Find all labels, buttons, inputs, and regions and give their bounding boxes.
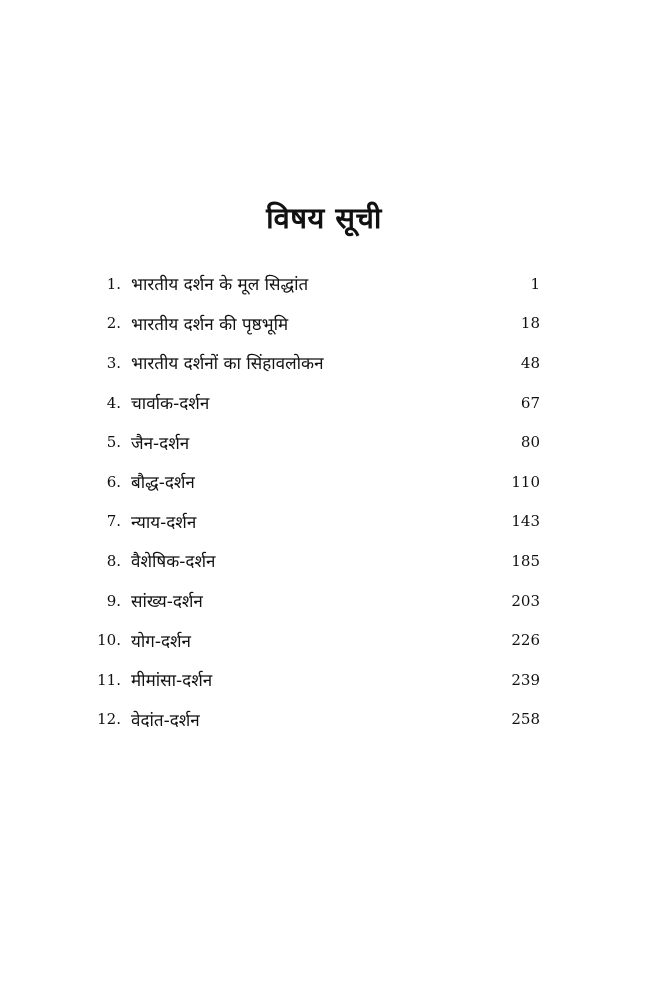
toc-entry-page: 239 [511, 670, 540, 689]
toc-entry-title: वैशेषिक-दर्शन [131, 552, 216, 573]
toc-entry-title: वेदांत-दर्शन [131, 710, 200, 731]
toc-entry-title: बौद्ध-दर्शन [131, 473, 195, 494]
toc-entry-title: चार्वाक-दर्शन [131, 394, 210, 415]
toc-entry-title: जैन-दर्शन [131, 433, 190, 454]
toc-entry [85, 422, 540, 462]
toc-entry-number: 4. [106, 393, 121, 412]
table-of-contents [85, 264, 540, 739]
toc-entry [85, 383, 540, 423]
toc-entry-number: 11. [97, 670, 121, 689]
toc-entry-page: 1 [530, 274, 540, 293]
toc-entry-page: 48 [520, 353, 540, 372]
toc-entry [85, 660, 540, 700]
page-title: विषय सूची [266, 201, 382, 235]
toc-entry-title: मीमांसा-दर्शन [131, 671, 213, 692]
toc-entry-title: सांख्य-दर्शन [131, 592, 203, 613]
toc-entry [85, 541, 540, 581]
toc-entry-page: 18 [520, 314, 540, 333]
toc-entry [85, 502, 540, 542]
toc-entry [85, 462, 540, 502]
toc-entry-page: 203 [511, 591, 540, 610]
toc-entry-number: 2. [106, 314, 121, 333]
toc-entry [85, 700, 540, 740]
toc-entry [85, 343, 540, 383]
toc-entry [85, 620, 540, 660]
toc-entry-number: 9. [106, 591, 121, 610]
toc-entry-title: भारतीय दर्शनों का सिंहावलोकन [131, 354, 324, 375]
toc-entry-page: 143 [511, 512, 540, 531]
toc-entry-number: 6. [106, 472, 121, 491]
toc-entry-page: 226 [511, 631, 540, 650]
toc-entry-page: 110 [511, 472, 540, 491]
toc-entry-number: 8. [106, 551, 121, 570]
toc-entry-number: 7. [106, 512, 121, 531]
toc-entry-title: योग-दर्शन [131, 631, 191, 652]
toc-entry-number: 5. [106, 433, 121, 452]
toc-entry-page: 258 [511, 710, 540, 729]
toc-entry [85, 581, 540, 621]
toc-entry-page: 80 [520, 433, 540, 452]
toc-entry-number: 12. [97, 710, 121, 729]
toc-entry-number: 1. [106, 274, 121, 293]
toc-entry-page: 185 [511, 551, 540, 570]
toc-entry-title: भारतीय दर्शन के मूल सिद्धांत [131, 275, 309, 296]
toc-entry-number: 3. [106, 353, 121, 372]
toc-entry-title: न्याय-दर्शन [131, 512, 197, 533]
toc-entry [85, 304, 540, 344]
toc-entry-title: भारतीय दर्शन की पृष्ठभूमि [131, 314, 289, 335]
toc-entry [85, 264, 540, 304]
toc-entry-page: 67 [520, 393, 540, 412]
toc-entry-number: 10. [97, 631, 121, 650]
